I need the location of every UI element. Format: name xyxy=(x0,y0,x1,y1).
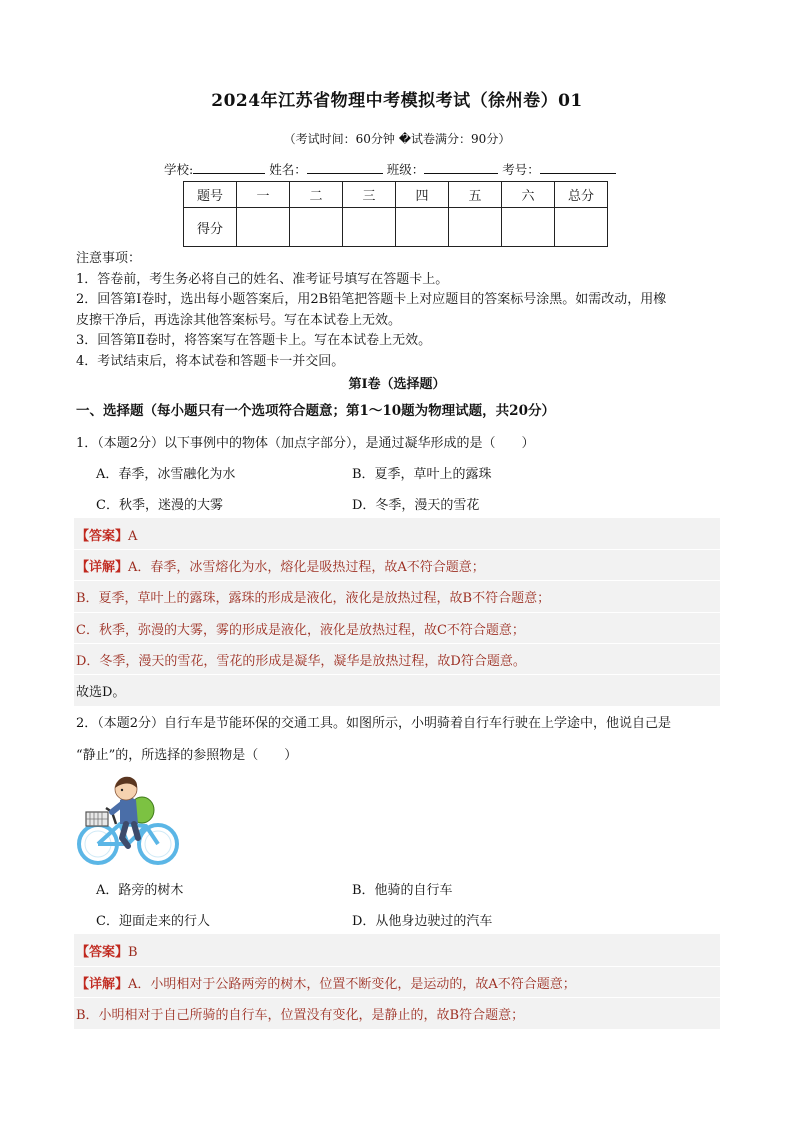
name-label: 姓名： xyxy=(269,162,307,177)
q1-option-c: C．秋季，迷漫的大雾 xyxy=(96,498,223,513)
answer-tag: 【答案】 xyxy=(76,945,129,960)
q2-option-d: D．从他身边驶过的汽车 xyxy=(352,914,493,929)
q2-option-a: A．路旁的树木 xyxy=(96,883,184,898)
q1-answer-value: A xyxy=(128,529,138,544)
detail-tag: 【详解】 xyxy=(76,560,129,575)
q1-answer-line xyxy=(76,525,137,544)
q1-detail-line: C．秋季，弥漫的大雾，雾的形成是液化，液化是放热过程，故C不符合题意； xyxy=(76,623,525,638)
q1-detail-text: A．春季，冰雪熔化为水，熔化是吸热过程，故A不符合题意； xyxy=(128,560,485,575)
part-title: 一、选择题（每小题只有一个选项符合题意；第1～10题为物理试题，共20分） xyxy=(76,403,555,419)
score-cell[interactable] xyxy=(555,208,608,247)
class-label: 班级： xyxy=(386,162,425,177)
score-cell[interactable] xyxy=(237,208,290,247)
note-item: 4．考试结束后，将本试卷和答题卡一并交回。 xyxy=(76,353,345,369)
divider xyxy=(74,643,720,644)
school-label: 学校: xyxy=(164,162,194,177)
q2-option-c: C．迎面走来的行人 xyxy=(96,914,210,929)
score-header-cell: 二 xyxy=(290,182,343,208)
exam-subtitle: （考试时间：60分钟 �试卷满分：90分） xyxy=(283,132,511,146)
score-cell[interactable] xyxy=(502,208,555,247)
score-table xyxy=(183,181,608,247)
q1-detail-line: B．夏季，草叶上的露珠，露珠的形成是液化，液化是放热过程，故B不符合题意； xyxy=(76,591,551,606)
q1-option-d: D．冬季，漫天的雪花 xyxy=(352,498,480,513)
score-table-header-row xyxy=(184,182,608,208)
q1-conclusion: 故选D。 xyxy=(76,685,126,700)
q2-option-b: B．他骑的自行车 xyxy=(352,883,453,898)
score-header-cell: 四 xyxy=(396,182,449,208)
school-blank[interactable] xyxy=(193,161,265,174)
divider xyxy=(74,549,720,550)
detail-tag: 【详解】 xyxy=(76,977,129,992)
score-cell[interactable] xyxy=(290,208,343,247)
q2-detail-line xyxy=(76,973,576,992)
score-header-cell: 总分 xyxy=(555,182,608,208)
score-header-cell: 一 xyxy=(237,182,290,208)
q1-option-b: B．夏季，草叶上的露珠 xyxy=(352,467,492,482)
divider xyxy=(74,580,720,581)
note-item: 3．回答第Ⅱ卷时，将答案写在答题卡上。写在本试卷上无效。 xyxy=(76,333,432,349)
exam-title: 2024年江苏省物理中考模拟考试（徐州卷）01 xyxy=(211,91,583,111)
score-cell[interactable] xyxy=(396,208,449,247)
q1-detail-line: D．冬季，漫天的雪花，雪花的形成是凝华，凝华是放热过程，故D符合题意。 xyxy=(76,654,526,669)
question-2-stem-line2: “静止”的，所选择的参照物是（ ） xyxy=(76,748,298,763)
student-info-line xyxy=(164,160,616,178)
note-item: 2．回答第Ⅰ卷时，选出每小题答案后，用2B铅笔把答题卡上对应题目的答案标号涂黑。如需改动，用橡 xyxy=(76,292,667,308)
section-title: 第Ⅰ卷（选择题） xyxy=(348,377,446,392)
divider xyxy=(74,674,720,675)
note-item: 1．答卷前，考生务必将自己的姓名、准考证号填写在答题卡上。 xyxy=(76,271,449,287)
question-1-stem: 1．（本题2分）以下事例中的物体（加点字部分），是通过凝华形成的是（ ） xyxy=(76,436,535,451)
q2-answer-line xyxy=(76,941,138,960)
score-row-label: 得分 xyxy=(184,208,237,247)
score-header-cell: 五 xyxy=(449,182,502,208)
q1-detail-line xyxy=(76,556,485,575)
exam-no-blank[interactable] xyxy=(540,161,616,174)
score-header-cell: 三 xyxy=(343,182,396,208)
notes-block xyxy=(76,249,721,373)
q1-option-a: A．春季，冰雪融化为水 xyxy=(96,467,236,482)
question-2-stem-line1: 2．（本题2分）自行车是节能环保的交通工具。如图所示，小明骑着自行车行驶在上学途中，他说自己是 xyxy=(76,716,672,731)
q2-detail-line: B．小明相对于自己所骑的自行车，位置没有变化，是静止的，故B符合题意； xyxy=(76,1008,525,1023)
boy-riding-bicycle-illustration xyxy=(76,772,180,872)
score-cell[interactable] xyxy=(449,208,502,247)
q2-detail-text: A．小明相对于公路两旁的树木，位置不断变化，是运动的，故A不符合题意； xyxy=(128,977,576,992)
divider xyxy=(74,997,720,998)
name-blank[interactable] xyxy=(307,161,383,174)
answer-tag: 【答案】 xyxy=(76,529,129,544)
divider xyxy=(74,966,720,967)
score-cell[interactable] xyxy=(343,208,396,247)
score-header-cell: 题号 xyxy=(184,182,237,208)
note-item: 皮擦干净后，再选涂其他答案标号。写在本试卷上无效。 xyxy=(76,312,402,328)
notes-title: 注意事项： xyxy=(76,251,142,266)
class-blank[interactable] xyxy=(424,161,498,174)
exam-no-label: 考号： xyxy=(502,162,540,177)
score-header-cell: 六 xyxy=(502,182,555,208)
divider xyxy=(74,612,720,613)
q2-answer-value: B xyxy=(128,945,138,960)
score-table-score-row xyxy=(184,208,608,247)
